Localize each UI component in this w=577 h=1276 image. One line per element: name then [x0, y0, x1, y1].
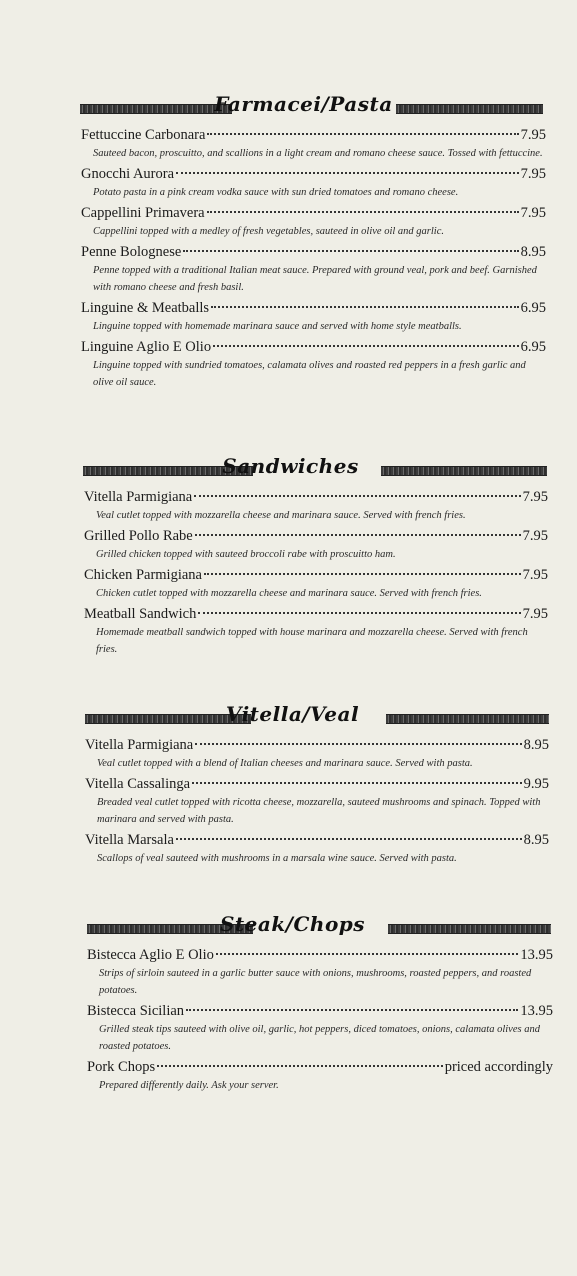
item-price: 7.95 [520, 127, 546, 143]
item-price: 8.95 [523, 832, 549, 848]
dot-leader [195, 534, 521, 536]
item-description: Grilled chicken topped with sauteed broccoli rabe with proscuitto ham. [96, 549, 396, 560]
menu-item [85, 831, 549, 867]
item-name: Vitella Marsala [85, 832, 174, 848]
item-price: 6.95 [520, 300, 546, 316]
item-description: Strips of sirloin sauteed in a garlic butter sauce with onions, mushrooms, roasted peppers, and roasted potatoes. [99, 968, 532, 996]
item-name: Vitella Parmigiana [84, 489, 193, 505]
dot-leader [207, 133, 518, 135]
dot-leader [204, 573, 521, 575]
dot-leader [186, 1009, 518, 1011]
item-description: Linguine topped with homemade marinara sauce and served with home style meatballs. [93, 321, 462, 332]
item-price: 8.95 [523, 737, 549, 753]
dot-leader [211, 306, 519, 308]
section-steak-chops [0, 912, 577, 1091]
item-price: priced accordingly [444, 1059, 553, 1075]
menu-item [87, 1058, 553, 1094]
item-name: Penne Bolognese [81, 244, 182, 260]
item-description: Homemade meatball sandwich topped with house marinara and mozzarella cheese. Served with french fries. [96, 627, 528, 655]
dot-leader [198, 612, 520, 614]
section-header [0, 702, 577, 732]
menu-item [81, 243, 546, 296]
section-pasta [0, 92, 577, 388]
item-description: Linguine topped with sundried tomatoes, calamata olives and roasted red peppers in a fresh garlic and olive oil sauce. [93, 360, 526, 388]
menu-item [81, 126, 546, 162]
item-price: 6.95 [520, 339, 546, 355]
item-list [87, 946, 553, 1097]
item-description: Scallops of veal sauteed with mushrooms in a marsala wine sauce. Served with pasta. [97, 853, 457, 864]
menu-item [81, 204, 546, 240]
menu-item [84, 566, 548, 602]
item-description: Cappellini topped with a medley of fresh vegetables, sauteed in olive oil and garlic. [93, 226, 445, 237]
dot-leader [207, 211, 519, 213]
item-description: Penne topped with a traditional Italian meat sauce. Prepared with ground veal, pork and beef. Garnished with romano cheese and fresh basil. [93, 265, 537, 293]
item-price: 7.95 [522, 528, 548, 544]
item-name: Gnocchi Aurora [81, 166, 175, 182]
item-name: Linguine Aglio E Olio [81, 339, 212, 355]
item-list [85, 736, 549, 870]
item-price: 9.95 [523, 776, 549, 792]
dot-leader [176, 172, 519, 174]
section-title: Vitella/Veal [225, 702, 360, 726]
item-name: Cappellini Primavera [81, 205, 205, 221]
item-description: Chicken cutlet topped with mozzarella cheese and marinara sauce. Served with french fries. [96, 588, 482, 599]
item-price: 13.95 [520, 947, 553, 963]
item-description: Prepared differently daily. Ask your server. [99, 1080, 279, 1091]
item-name: Bistecca Sicilian [87, 1003, 185, 1019]
menu-item [81, 338, 546, 391]
item-description: Potato pasta in a pink cream vodka sauce with sun dried tomatoes and romano cheese. [93, 187, 459, 198]
dot-leader [216, 953, 519, 955]
item-name: Vitella Cassalinga [85, 776, 191, 792]
dot-leader [183, 250, 518, 252]
item-name: Grilled Pollo Rabe [84, 528, 193, 544]
section-sandwiches [0, 454, 577, 655]
item-name: Bistecca Aglio E Olio [87, 947, 214, 963]
menu-item [87, 1002, 553, 1055]
item-description: Sauteed bacon, proscuitto, and scallions in a light cream and romano cheese sauce. Tossed with fettuccine. [93, 148, 543, 159]
menu-item [87, 946, 553, 999]
dot-leader [194, 495, 520, 497]
dot-leader [195, 743, 521, 745]
dot-leader [192, 782, 522, 784]
section-title: Farmacei/Pasta [214, 92, 393, 116]
item-list [84, 488, 548, 661]
item-price: 7.95 [522, 567, 548, 583]
section-header [0, 92, 577, 122]
item-list [81, 126, 546, 394]
item-price: 7.95 [522, 606, 548, 622]
menu-item [84, 605, 548, 658]
menu-item [85, 775, 549, 828]
item-name: Chicken Parmigiana [84, 567, 202, 583]
item-price: 7.95 [520, 205, 546, 221]
item-name: Linguine & Meatballs [81, 300, 210, 316]
menu-item [81, 299, 546, 335]
section-veal [0, 702, 577, 864]
section-title: Steak/Chops [219, 912, 366, 936]
menu-item [85, 736, 549, 772]
dot-leader [176, 838, 522, 840]
item-description: Breaded veal cutlet topped with ricotta cheese, mozzarella, sauteed mushrooms and spinach. Topped with marinara and served with pasta. [97, 797, 541, 825]
section-title: Sandwiches [222, 454, 359, 478]
item-name: Meatball Sandwich [84, 606, 197, 622]
item-price: 7.95 [522, 489, 548, 505]
section-header [0, 912, 577, 942]
item-price: 7.95 [520, 166, 546, 182]
item-description: Grilled steak tips sauteed with olive oil, garlic, hot peppers, diced tomatoes, onions, calamata olives and roasted potatoes. [99, 1024, 540, 1052]
dot-leader [157, 1065, 443, 1067]
item-description: Veal cutlet topped with a blend of Italian cheeses and marinara sauce. Served with pasta. [97, 758, 473, 769]
item-name: Fettuccine Carbonara [81, 127, 206, 143]
menu-item [84, 488, 548, 524]
section-header [0, 454, 577, 484]
dot-leader [213, 345, 519, 347]
menu-item [81, 165, 546, 201]
item-name: Vitella Parmigiana [85, 737, 194, 753]
item-price: 13.95 [520, 1003, 553, 1019]
item-description: Veal cutlet topped with mozzarella cheese and marinara sauce. Served with french fries. [96, 510, 466, 521]
item-price: 8.95 [520, 244, 546, 260]
item-name: Pork Chops [87, 1059, 156, 1075]
menu-item [84, 527, 548, 563]
